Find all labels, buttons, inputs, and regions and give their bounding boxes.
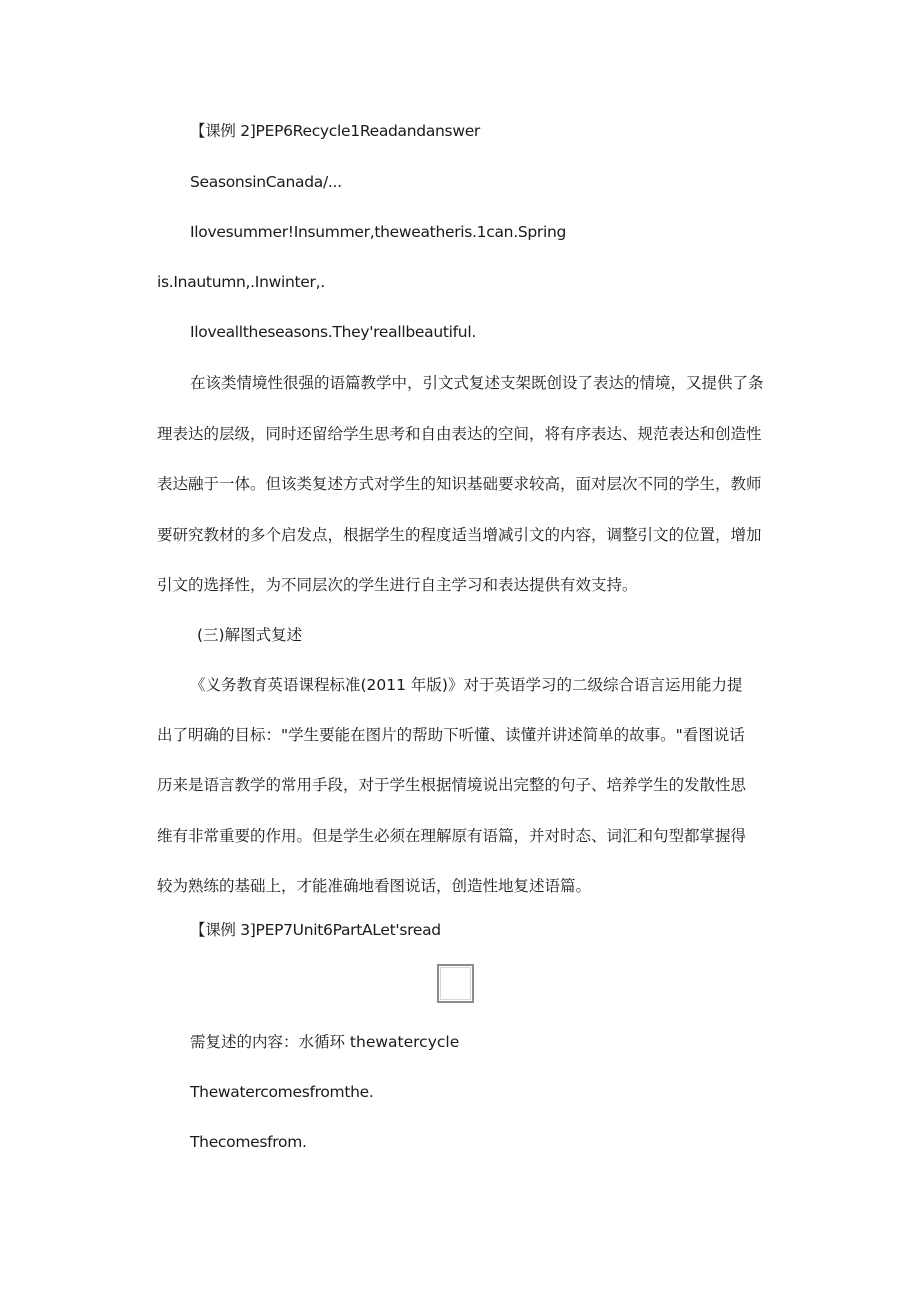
example2-text-line: Ilovealltheseasons.They'reallbeautiful.: [190, 323, 476, 341]
paragraph-line: 表达融于一体。但该类复述方式对学生的知识基础要求较高，面对层次不同的学生，教师: [157, 475, 762, 493]
paragraph-line: 较为熟练的基础上，才能准确地看图说话，创造性地复述语篇。: [157, 877, 592, 895]
example3-retell-label: 需复述的内容：水循环 thewatercycle: [190, 1033, 460, 1051]
paragraph-line: 历来是语言教学的常用手段，对于学生根据情境说出完整的句子、培养学生的发散性思: [157, 776, 747, 794]
example2-text-line: is.Inautumn,.Inwinter,.: [157, 273, 325, 291]
example2-heading: 【课例 2]PEP6Recycle1Readandanswer: [190, 122, 481, 140]
example3-text-line: Thewatercomesfromthe.: [190, 1083, 374, 1101]
paragraph-line: 引文的选择性，为不同层次的学生进行自主学习和表达提供有效支持。: [157, 576, 638, 594]
paragraph-line: 维有非常重要的作用。但是学生必须在理解原有语篇，并对时态、词汇和句型都掌握得: [157, 827, 747, 845]
example3-heading: 【课例 3]PEP7Unit6PartALet'sread: [190, 921, 441, 939]
example2-text-line: Ilovesummer!Insummer,theweatheris.1can.Spring: [190, 223, 567, 241]
broken-image-icon: [437, 964, 474, 1003]
paragraph-line: 在该类情境性很强的语篇教学中，引文式复述支架既创设了表达的情境，又提供了条: [190, 374, 764, 392]
paragraph-line: 出了明确的目标："学生要能在图片的帮助下听懂、读懂并讲述简单的故事。"看图说话: [157, 726, 745, 744]
section-heading: (三)解图式复述: [197, 626, 303, 644]
paragraph-line: 理表达的层级，同时还留给学生思考和自由表达的空间，将有序表达、规范表达和创造性: [157, 425, 762, 443]
example3-text-line: Thecomesfrom.: [190, 1133, 307, 1151]
paragraph-line: 《义务教育英语课程标准(2011 年版)》对于英语学习的二级综合语言运用能力提: [190, 676, 743, 694]
example2-title: SeasonsinCanada/...: [190, 173, 342, 191]
paragraph-line: 要研究教材的多个启发点，根据学生的程度适当增减引文的内容，调整引文的位置，增加: [157, 526, 762, 544]
